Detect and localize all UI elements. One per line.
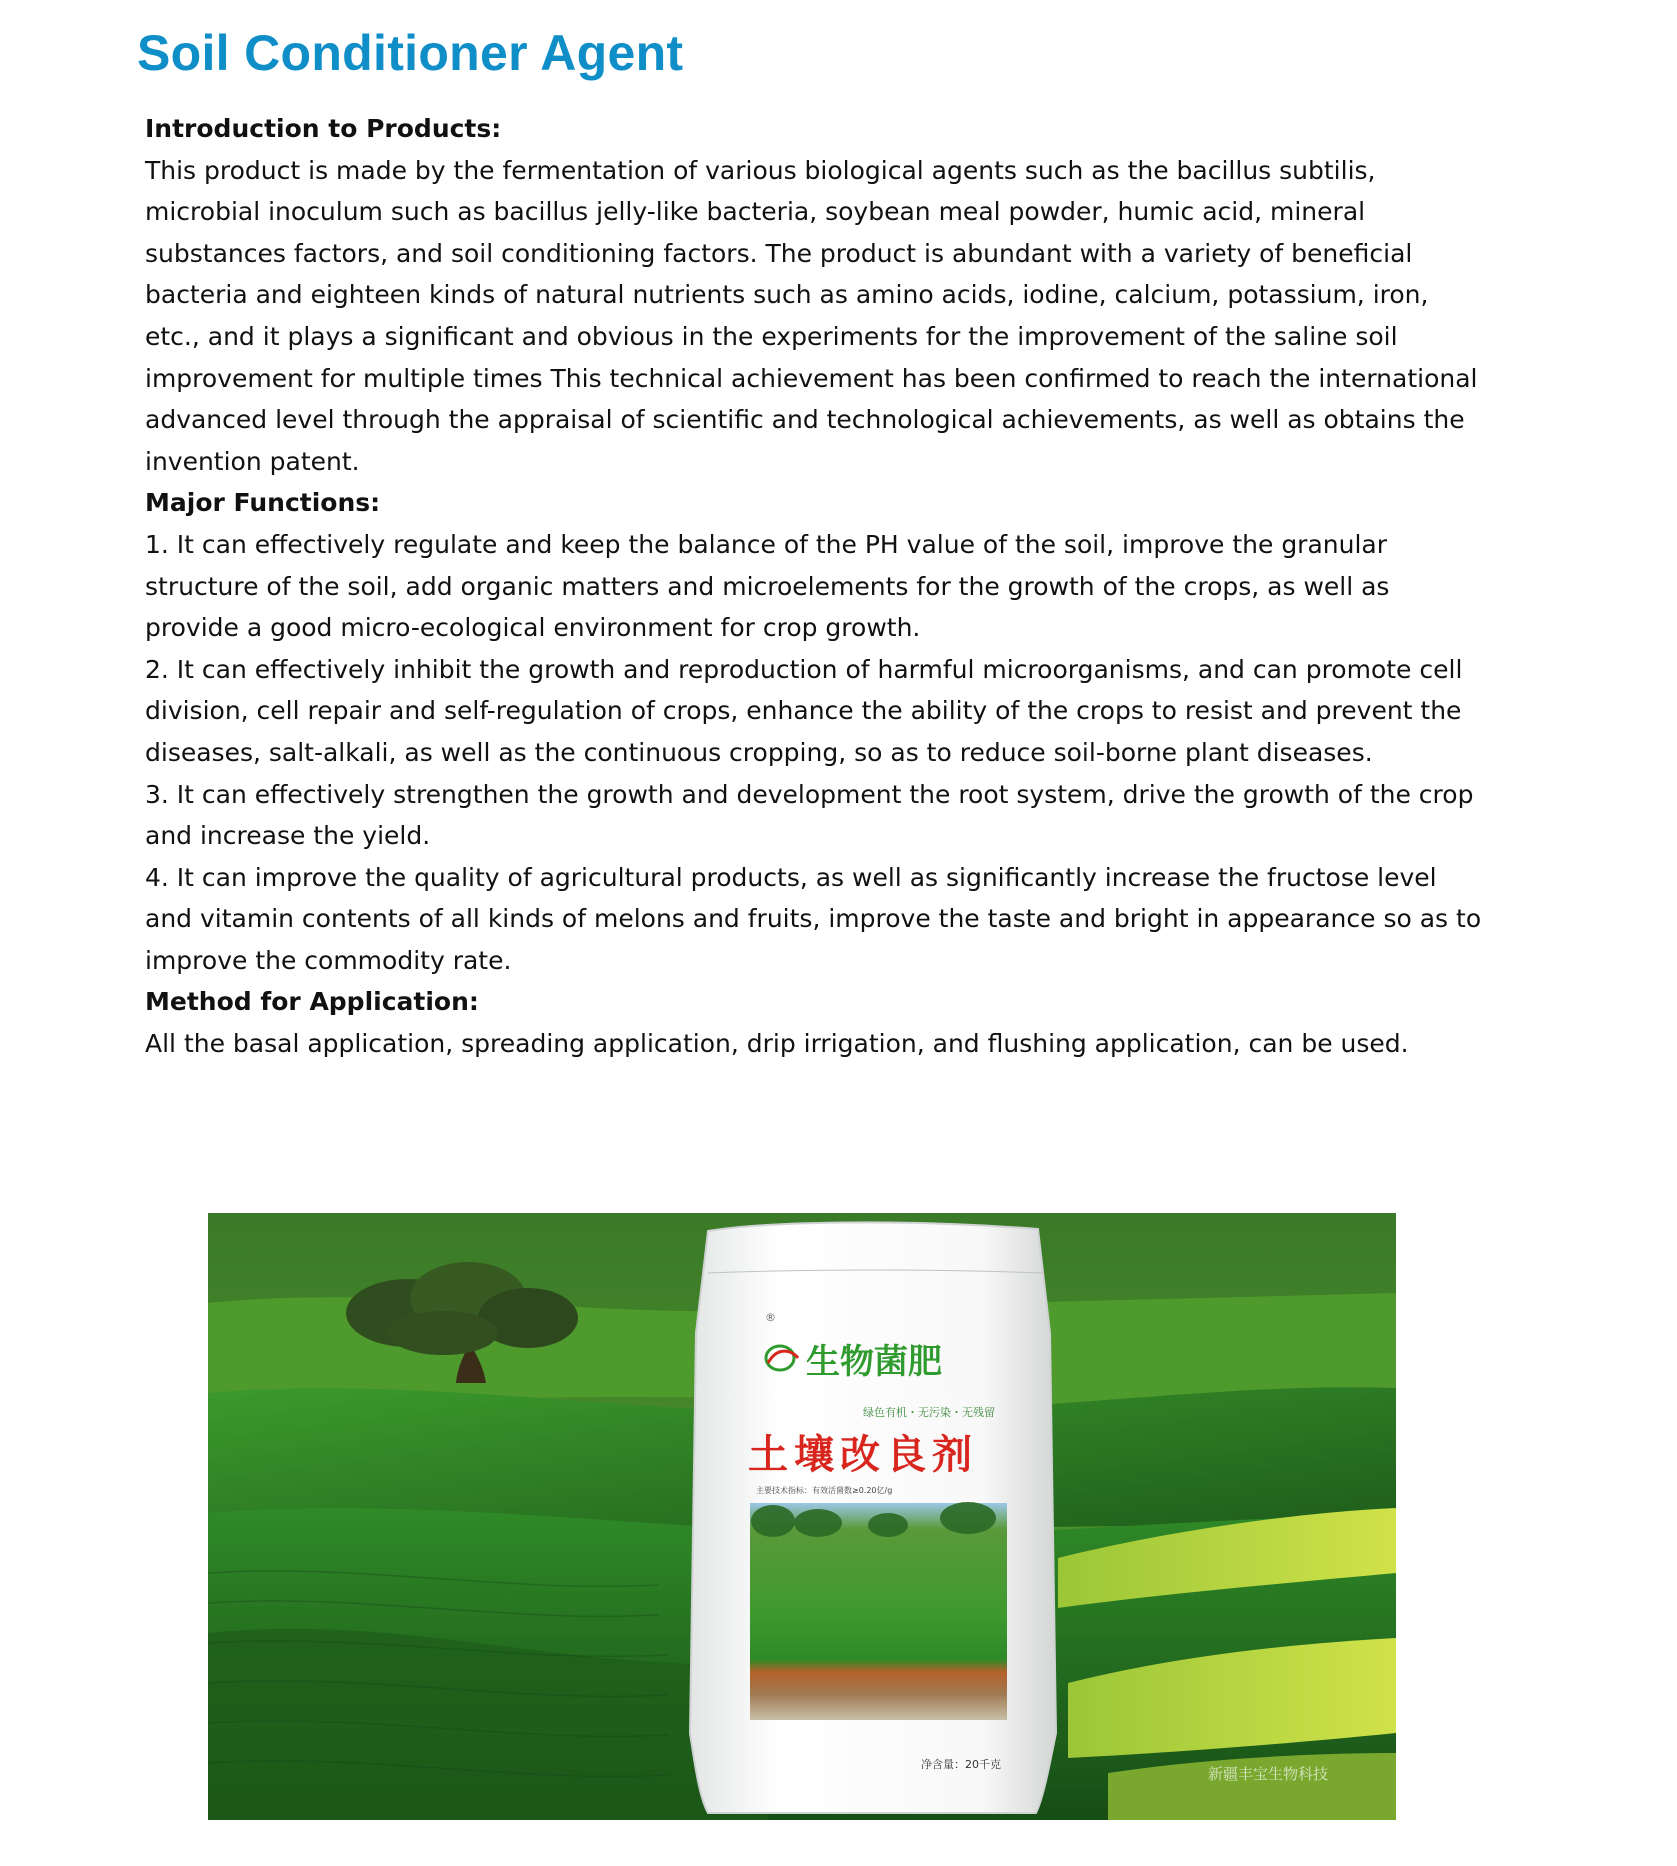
function-item: 1. It can effectively regulate and keep the balance of the PH value of the soil, improve the granular structure of the soil, add organic matters and microelements for the growth of the crops, as well as provide a good micro-ecological environment for crop growth. — [145, 529, 1390, 643]
fertilizer-bag — [690, 1222, 1056, 1813]
bag-net-weight: 净含量：20千克 — [921, 1758, 1001, 1771]
bag-tagline: 绿色有机・无污染・无残留 — [863, 1406, 995, 1419]
article-content — [145, 108, 1485, 1065]
product-photo — [208, 1213, 1396, 1820]
functions-list — [145, 524, 1485, 982]
function-item: 4. It can improve the quality of agricultural products, as well as significantly increase the fructose level and vitamin contents of all kinds of melons and fruits, improve the taste and bright in appearance so as to improve the commodity rate. — [145, 862, 1482, 975]
functions-heading: Major Functions: — [145, 488, 381, 518]
application-heading: Method for Application: — [145, 987, 479, 1017]
photo-watermark: 新疆丰宝生物科技 — [1208, 1765, 1329, 1783]
bag-spec: 主要技术指标：有效活菌数≥0.20亿/g — [756, 1486, 893, 1495]
page-title: Soil Conditioner Agent — [137, 25, 684, 81]
bag-product-name: 土壤改良剂 — [748, 1432, 978, 1478]
function-item: 3. It can effectively strengthen the growth and development the root system, drive the growth of the crop and increase the yield. — [145, 779, 1474, 851]
function-item: 2. It can effectively inhibit the growth and reproduction of harmful microorganisms, and can promote cell division, cell repair and self-regulation of crops, enhance the ability of the crops to resist and prevent the diseases, salt-alkali, as well as the continuous cropping, so as to reduce soil-borne plant diseases. — [145, 654, 1463, 767]
application-paragraph: All the basal application, spreading application, drip irrigation, and flushing application, can be used. — [145, 1029, 1409, 1059]
bag-brand: 生物菌肥 — [806, 1342, 942, 1382]
svg-text:®: ® — [765, 1311, 776, 1324]
intro-paragraph: This product is made by the fermentation of various biological agents such as the bacillus subtilis, microbial inoculum such as bacillus jelly-like bacteria, soybean meal powder, humic acid, mineral substances factors, and soil conditioning factors. The product is abundant with a variety of beneficial bacteria and eighteen kinds of natural nutrients such as amino acids, iodine, calcium, potassium, iron, etc., and it plays a significant and obvious in the experiments for the improvement of the saline soil improvement for multiple times This technical achievement has been confirmed to reach the international advanced level through the appraisal of scientific and technological achievements, as well as obtains the invention patent. — [145, 155, 1478, 476]
intro-heading: Introduction to Products: — [145, 114, 502, 143]
